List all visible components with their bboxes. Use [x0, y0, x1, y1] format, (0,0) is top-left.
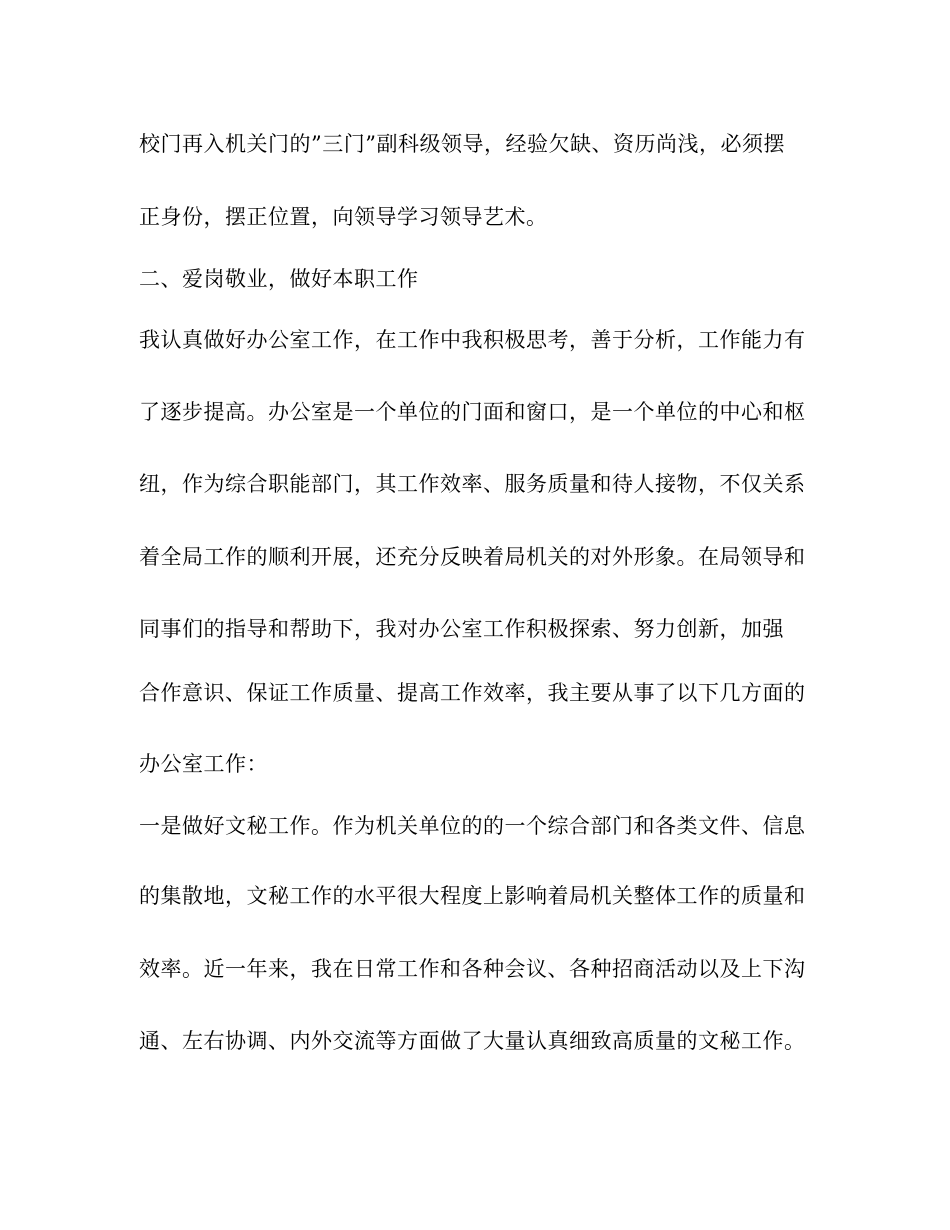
- text-line: 着全局工作的顺利开展，还充分反映着局机关的对外形象。在局领导和: [139, 545, 806, 569]
- text-line: 了逐步提高。办公室是一个单位的门面和窗口，是一个单位的中心和枢: [139, 400, 806, 424]
- section-heading: 二、爱岗敬业，做好本职工作: [139, 267, 419, 291]
- text-line: 同事们的指导和帮助下，我对办公室工作积极探索、努力创新，加强: [139, 617, 784, 641]
- text-line: 一是做好文秘工作。作为机关单位的的一个综合部门和各类文件、信息: [139, 814, 806, 838]
- text-line: 办公室工作：: [139, 752, 268, 776]
- text-line: 的集散地，文秘工作的水平很大程度上影响着局机关整体工作的质量和: [139, 884, 806, 908]
- text-line: 校门再入机关门的”三门”副科级领导，经验欠缺、资历尚浅，必须摆: [139, 132, 785, 156]
- text-line: 纽，作为综合职能部门，其工作效率、服务质量和待人接物，不仅关系: [139, 472, 806, 496]
- text-line: 通、左右协调、内外交流等方面做了大量认真细致高质量的文秘工作。: [139, 1029, 806, 1053]
- text-line: 正身份，摆正位置，向领导学习领导艺术。: [139, 205, 548, 229]
- text-line: 效率。近一年来，我在日常工作和各种会议、各种招商活动以及上下沟: [139, 957, 806, 981]
- text-line: 合作意识、保证工作质量、提高工作效率，我主要从事了以下几方面的: [139, 681, 806, 705]
- text-line: 我认真做好办公室工作，在工作中我积极思考，善于分析，工作能力有: [139, 328, 806, 352]
